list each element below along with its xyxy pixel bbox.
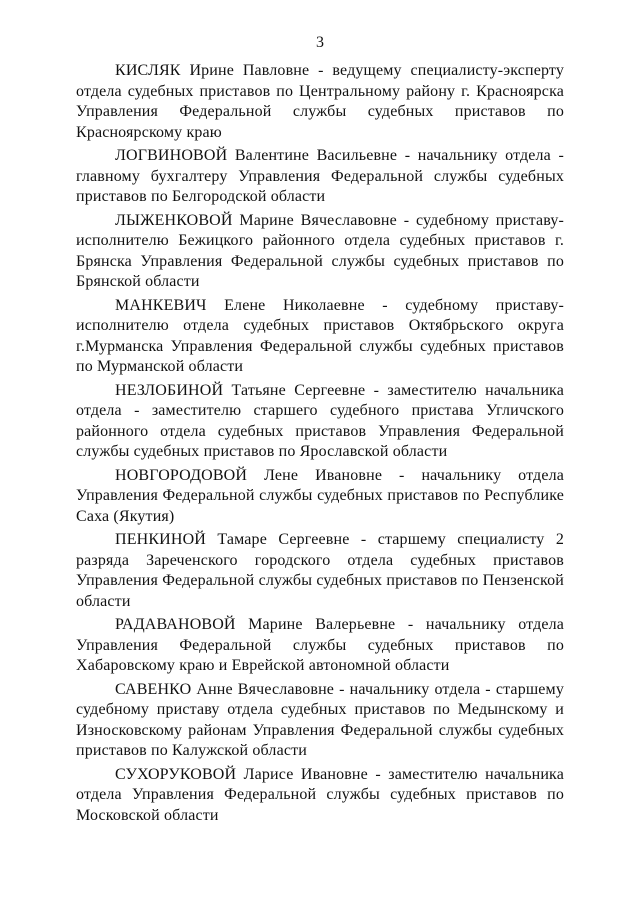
- list-item: СУХОРУКОВОЙ Ларисе Ивановне - заместителю начальника отдела Управления Федеральной службы судебных приставов по Московской области: [76, 765, 564, 824]
- page-number: 3: [316, 34, 324, 51]
- list-item: НЕЗЛОБИНОЙ Татьяне Сергеевне - заместителю начальника отдела - заместителю старшего судебного пристава Угличского районного отдела судебных приставов Управления Федеральной службы судебных приставов по Ярославской области: [76, 381, 564, 460]
- list-item: ЛОГВИНОВОЙ Валентине Васильевне - начальнику отдела - главному бухгалтеру Управления Федеральной службы судебных приставов по Белгородской области: [76, 147, 564, 205]
- list-item: ПЕНКИНОЙ Тамаре Сергеевне - старшему специалисту 2 разряда Зареченского городского отдела судебных приставов Управления Федеральной службы судебных приставов по Пензенской области: [76, 531, 564, 610]
- list-item: МАНКЕВИЧ Елене Николаевне - судебному приставу-исполнителю отдела судебных приставов Октябрьского округа г.Мурманска Управления Федеральной службы судебных приставов по Мурманской области: [76, 296, 564, 375]
- list-item: САВЕНКО Анне Вячеславовне - начальнику отдела - старшему судебному приставу отдела судебных приставов по Медынскому и Износковскому районам Управления Федеральной службы судебных приставов по Калужской области: [76, 680, 564, 759]
- list-item: НОВГОРОДОВОЙ Лене Ивановне - начальнику отдела Управления Федеральной службы судебных приставов по Республике Саха (Якутия): [76, 466, 564, 525]
- list-item: ЛЫЖЕНКОВОЙ Марине Вячеславовне - судебному приставу-исполнителю Бежицкого районного отдела судебных приставов г. Брянска Управления Федеральной службы судебных приставов по Брянской области: [76, 211, 564, 290]
- list-item: РАДАВАНОВОЙ Марине Валерьевне - начальнику отдела Управления Федеральной службы судебных приставов по Хабаровскому краю и Еврейской автономной области: [76, 616, 564, 674]
- award-list: [76, 61, 564, 829]
- list-item: КИСЛЯК Ирине Павловне - ведущему специалисту-эксперту отдела судебных приставов по Центральному району г. Красноярска Управления Федеральной службы судебных приставов по Красноярскому краю: [76, 62, 564, 141]
